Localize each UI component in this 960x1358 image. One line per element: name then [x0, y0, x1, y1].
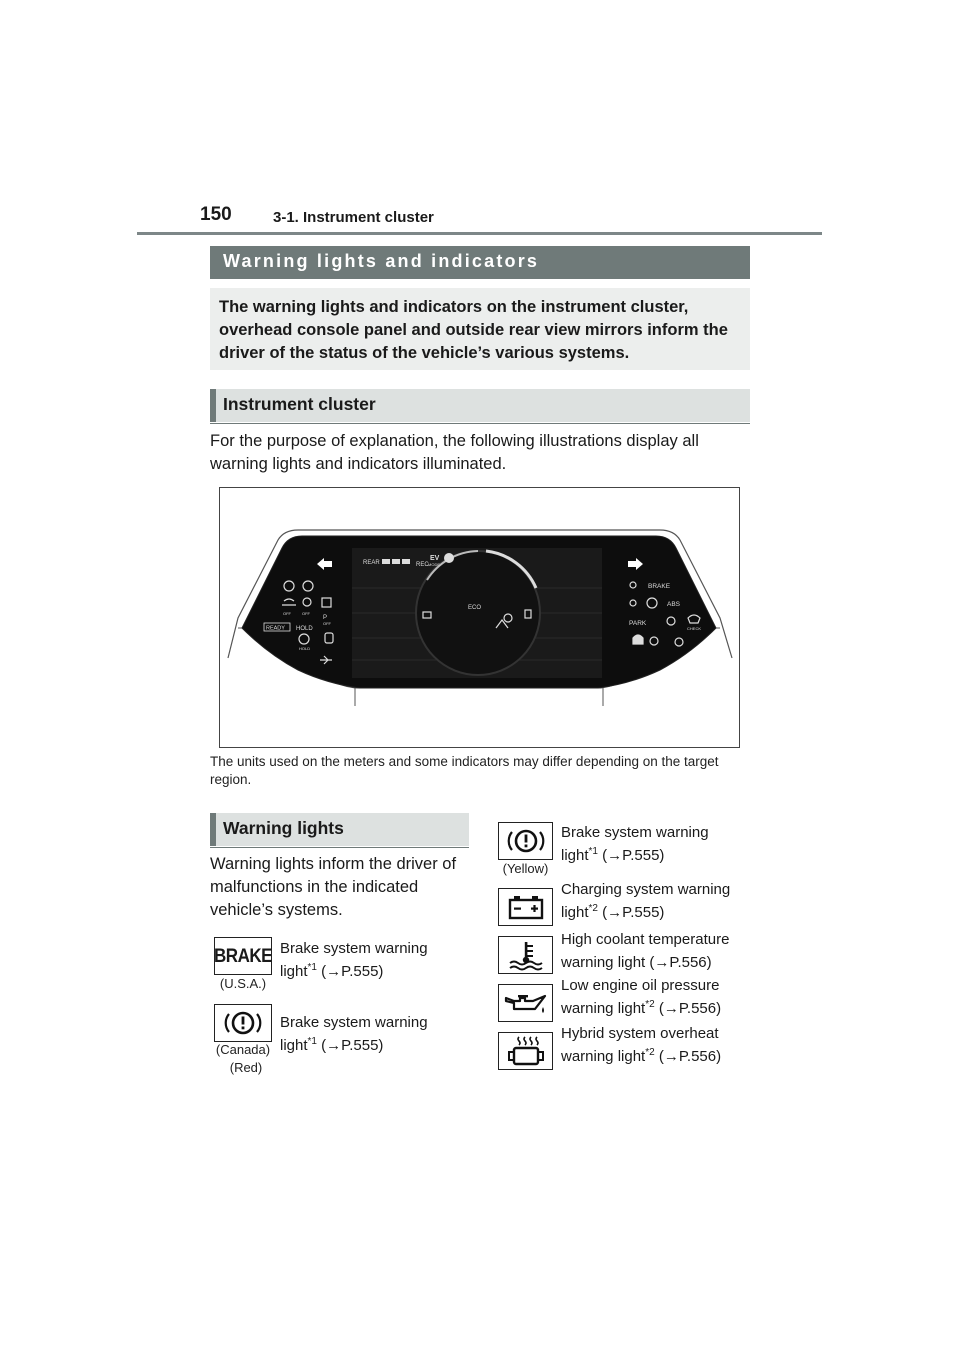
figure-caption: The units used on the meters and some indicators may differ depending on the target region.: [210, 754, 719, 787]
description-line: warning light (→P.556): [561, 954, 712, 971]
hold-small-label: HOLD: [299, 646, 311, 651]
brake-circle-lamp-yellow: [498, 822, 553, 860]
region-label-usa: (U.S.A.): [219, 976, 267, 991]
oil-pressure-description: [561, 974, 721, 1020]
warning-lights-heading: Warning lights: [210, 813, 469, 846]
section-reference: 3-1. Instrument cluster: [273, 209, 434, 226]
oil-can-icon: [503, 990, 549, 1016]
ready-label: READY: [266, 625, 285, 632]
brake-circle-icon: [223, 1008, 263, 1038]
park-label: PARK: [629, 620, 647, 627]
instrument-cluster-drawing: [220, 488, 741, 749]
description-line: Brake system warning: [280, 1014, 428, 1031]
off-label-3: OFF: [323, 621, 331, 626]
rear-defogger-icons: [382, 559, 410, 564]
description-line: High coolant temperature: [561, 931, 730, 948]
brake-circle-lamp-red: [214, 1004, 272, 1042]
hybrid-overheat-description: [561, 1022, 721, 1068]
hold-label: HOLD: [296, 626, 313, 632]
ev-label: EV: [430, 555, 440, 562]
section-title: Warning lights and indicators: [210, 246, 750, 279]
brake-label: BRAKE: [648, 583, 671, 590]
region-label-red: (Red): [229, 1060, 263, 1075]
description-line: light$^{*1}$ (→P.555): [280, 962, 384, 980]
oil-pressure-lamp: [498, 984, 553, 1022]
off-label-2: OFF: [302, 611, 310, 616]
brake-usa-description: [280, 937, 428, 983]
battery-icon: [506, 894, 546, 920]
intro-box: The warning lights and indicators on the instrument cluster, overhead console panel and outside rear view mirrors inform the driver of the status of the vehicle’s various systems.: [210, 288, 750, 370]
coolant-temperature-icon: [506, 939, 546, 971]
instrument-cluster-paragraph: For the purpose of explanation, the following illustrations display all warning lights and indicators illuminated.: [210, 432, 699, 473]
check-label: CHECK: [687, 626, 702, 631]
description-line: Charging system warning: [561, 881, 731, 898]
description-line: light$^{*1}$ (→P.555): [561, 846, 665, 864]
eco-label: ECO: [468, 605, 482, 611]
instrument-cluster-figure: [219, 487, 740, 748]
brake-circle-icon: [506, 826, 546, 856]
off-label-1: OFF: [283, 611, 291, 616]
brake-yellow-description: [561, 821, 709, 867]
page-number: 150: [200, 204, 232, 225]
mode-label: MODE: [428, 562, 440, 567]
description-line: Hybrid system overheat: [561, 1025, 719, 1042]
p-label: P: [323, 615, 328, 621]
hybrid-overheat-lamp: [498, 1032, 553, 1070]
description-line: light$^{*1}$ (→P.555): [280, 1036, 384, 1054]
region-label-yellow: (Yellow): [502, 861, 549, 876]
charging-description: [561, 878, 730, 924]
description-line: warning light$^{*2}$ (→P.556): [561, 999, 722, 1017]
description-line: Low engine oil pressure: [561, 977, 720, 994]
instrument-cluster-heading: Instrument cluster: [210, 389, 750, 422]
brake-text-lamp: [214, 937, 272, 975]
description-line: Brake system warning: [280, 940, 428, 957]
brake-canada-description: [280, 1011, 428, 1057]
description-line: Brake system warning: [561, 824, 709, 841]
eco-indicator-icon: [444, 553, 454, 563]
description-line: light$^{*2}$ (→P.555): [561, 903, 665, 921]
coolant-lamp: [498, 936, 553, 974]
rear-label: REAR: [363, 560, 380, 566]
charging-lamp: [498, 888, 553, 926]
header-rule: [137, 232, 822, 235]
brake-text-icon: BRAKE: [214, 944, 272, 967]
region-label-canada: (Canada): [215, 1042, 271, 1057]
coolant-description: [561, 928, 729, 974]
description-line: warning light$^{*2}$ (→P.556): [561, 1047, 722, 1065]
warning-lights-paragraph: Warning lights inform the driver of malfunctions in the indicated vehicle’s systems.: [210, 855, 457, 919]
abs-label: ABS: [667, 601, 681, 608]
rec-label: REC: [416, 562, 429, 568]
hybrid-overheat-icon: [506, 1035, 546, 1067]
